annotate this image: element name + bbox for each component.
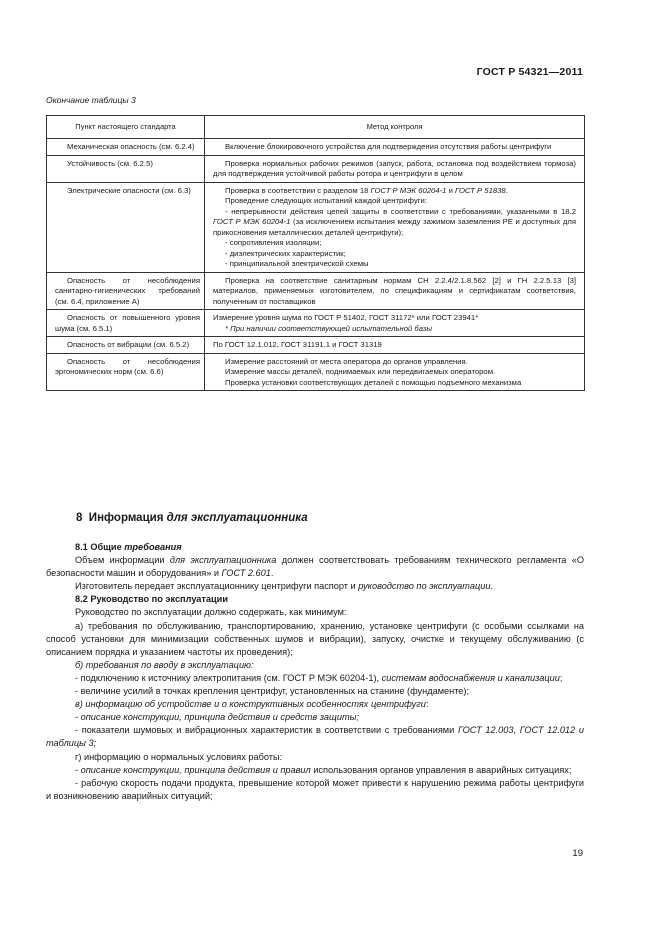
standard-ref: ГОСТ Р МЭК 60204-1 [213, 217, 291, 226]
text-run: - показатели шумовых и вибрационных характеристик в соответствии с требованиями [75, 725, 455, 736]
section-title-text: Информация [88, 512, 164, 524]
item-text: Опасность от вибрации (см. 6.5.2) [67, 340, 190, 349]
text-run: (за исключением испытания между зажимом заземления PE и доступных для прикосновения металлических деталей центрифуги); [213, 217, 576, 237]
paragraph [46, 672, 584, 685]
text-run: ; [559, 672, 563, 683]
standard-ref: ГОСТ Р 51838 [455, 185, 506, 195]
paragraph: г) информацию о нормальных условиях работы: [75, 751, 283, 762]
paragraph [46, 711, 584, 724]
method-text [213, 186, 576, 197]
method-text: Включение блокировочного устройства для подтверждения отсутствия работы центрифуги [225, 142, 552, 151]
table-cell-method [205, 310, 585, 337]
table-cell-method [205, 139, 585, 156]
table-row [47, 139, 585, 156]
page-number: 19 [572, 848, 583, 859]
table-row [47, 182, 585, 272]
section-number: 8 [76, 512, 83, 524]
paragraph [46, 698, 584, 711]
subsection-number: 8.1 [75, 542, 88, 552]
item-text: Опасность от повышенного уровня шума (см. 6.5.1) [55, 313, 200, 333]
text-run-italic: б) требования по вводу в эксплуатацию: [75, 659, 254, 670]
method-text: Проведение следующих испытаний каждой центрифуги: [225, 196, 427, 205]
text-run-italic: - описание конструкции, принципа действия и правил [75, 764, 311, 775]
subsection-heading [46, 541, 584, 554]
table-row [47, 337, 585, 354]
section-title-italic: для эксплуатационника [166, 512, 308, 524]
table-cell-item [47, 272, 205, 310]
table-cell-method [205, 353, 585, 391]
method-text: - сопротивления изоляции; [225, 238, 322, 247]
text-run-italic: для эксплуатационника [169, 555, 277, 566]
document-header: ГОСТ Р 54321—2011 [476, 66, 583, 78]
column-header-method: Метод контроля [205, 116, 585, 139]
column-header-item: Пункт настоящего стандарта [47, 116, 205, 139]
method-footnote: * При наличии соответствующей испытательной базы [225, 323, 433, 333]
method-text: Проверка установки соответствующих деталей с помощью подъемного механизма [225, 377, 522, 387]
text-run: . [490, 581, 493, 592]
method-text: Проверка на соответствие санитарным нормам СН 2.2.4/2.1.8.562 [2] и ГН 2.2.5.13 [3] материалов, применяемых изготовителем, по спецификациям и сертификатам соответствия, полученным от поставщиков [213, 275, 576, 306]
item-text: Опасность от несоблюдения эргономических норм (см. 6.6) [55, 356, 200, 376]
text-run: . [270, 568, 274, 579]
paragraph: а) требования по обслуживанию, транспортированию, хранению, установке центрифуги (с особыми ссылками на способ установки для минимизации собственных шумов и вибрации), запуску, очистке и текущему обслуживанию (с описанием порядка и указанием частоты их проведения); [46, 620, 584, 657]
standard-ref: ГОСТ 2.601 [221, 568, 271, 579]
section-title [76, 512, 308, 524]
table-cell-item [47, 182, 205, 272]
text-run: - непрерывности действия цепей защиты в соответствии с требованиями, указанными в 18.2 [225, 206, 576, 216]
item-text: Электрические опасности (см. 6.3) [67, 185, 191, 195]
text-run-italic: в) информацию об устройстве и о конструктивных особенностях центрифуги [75, 699, 426, 710]
paragraph [46, 580, 584, 593]
paragraph [46, 659, 584, 672]
text-run: Объем информации [75, 555, 165, 566]
paragraph [46, 554, 584, 580]
text-run: должен соответствовать требованиям технического регламента «О безопасности машин и оборудования» и [46, 555, 584, 579]
table-cell-method [205, 155, 585, 182]
text-run: - подключению к источнику электропитания (см. ГОСТ Р МЭК 60204-1), [75, 672, 380, 683]
paragraph: - рабочую скорость подачи продукта, превышение которой может привести к нарушению режима работы центрифуги и возникновению аварийных ситуаций; [46, 777, 584, 801]
table-row [47, 155, 585, 182]
paragraph [46, 764, 584, 777]
item-text: Механическая опасность (см. 6.2.4) [67, 142, 195, 151]
text-run-italic: руководство по эксплуатации [358, 581, 491, 592]
text-run: использования органов управления в аварийных ситуациях; [313, 764, 572, 775]
paragraph: - величине усилий в точках крепления центрифуг, установленных на станине (фундаменте); [75, 686, 470, 697]
section-body [46, 541, 584, 803]
table-cell-item [47, 337, 205, 354]
method-text: По ГОСТ 12.1.012, ГОСТ 31191.1 и ГОСТ 31319 [213, 340, 382, 349]
text-run-italic: - описание конструкции, принципа действия и средств защиты; [75, 712, 359, 723]
text-run: : [425, 699, 429, 710]
method-text: - диэлектрических характеристик; [225, 248, 346, 258]
text-run: Проверка в соответствии с разделом 18 [225, 185, 369, 195]
method-text: Измерение расстояний от места оператора до органов управления. [225, 356, 468, 366]
text-run: . [505, 185, 508, 195]
method-text: Проверка нормальных рабочих режимов (запуск, работа, остановка под воздействием тормоза) для подтверждения устойчивой работы ротора и центрифуги в целом [213, 158, 576, 178]
table-row [47, 353, 585, 391]
table-cell-item [47, 353, 205, 391]
table-continuation-caption: Окончание таблицы 3 [46, 95, 136, 105]
subsection-heading: 8.2 Руководство по эксплуатации [75, 594, 228, 605]
standard-ref: ГОСТ 12.003, ГОСТ 12.012 и таблицы 3; [46, 725, 584, 749]
table-cell-item [47, 139, 205, 156]
table-header-row [47, 116, 585, 139]
text-run: Общие [90, 542, 122, 552]
control-methods-table [46, 115, 585, 391]
paragraph: Руководство по эксплуатации должно содержать, как минимум: [75, 607, 347, 618]
paragraph [46, 724, 584, 750]
table-cell-method [205, 272, 585, 310]
item-text: Устойчивость (см. 6.2.5) [67, 158, 153, 168]
table-row [47, 310, 585, 337]
table-cell-method [205, 182, 585, 272]
method-text: Измерение массы деталей, поднимаемых или передвигаемых оператором. [225, 367, 496, 376]
method-text: Измерение уровня шума по ГОСТ Р 51402, ГОСТ 31172* или ГОСТ 23941* [213, 313, 479, 322]
text-run: и [448, 185, 453, 195]
item-text: Опасность от несоблюдения санитарно-гигиенических требований (см. 6.4, приложение А) [55, 275, 200, 306]
standard-ref: ГОСТ Р МЭК 60204-1 [370, 185, 447, 195]
table-cell-item [47, 310, 205, 337]
text-run: Изготовитель передает эксплуатационнику центрифуги паспорт и [75, 581, 356, 592]
table-cell-method [205, 337, 585, 354]
table-row [47, 272, 585, 310]
text-run-italic: требования [124, 542, 182, 552]
method-text: - принципиальной электрической схемы [225, 259, 369, 268]
method-text [213, 207, 576, 239]
text-run-italic: системам водоснабжения и канализации [381, 672, 560, 683]
table-cell-item [47, 155, 205, 182]
